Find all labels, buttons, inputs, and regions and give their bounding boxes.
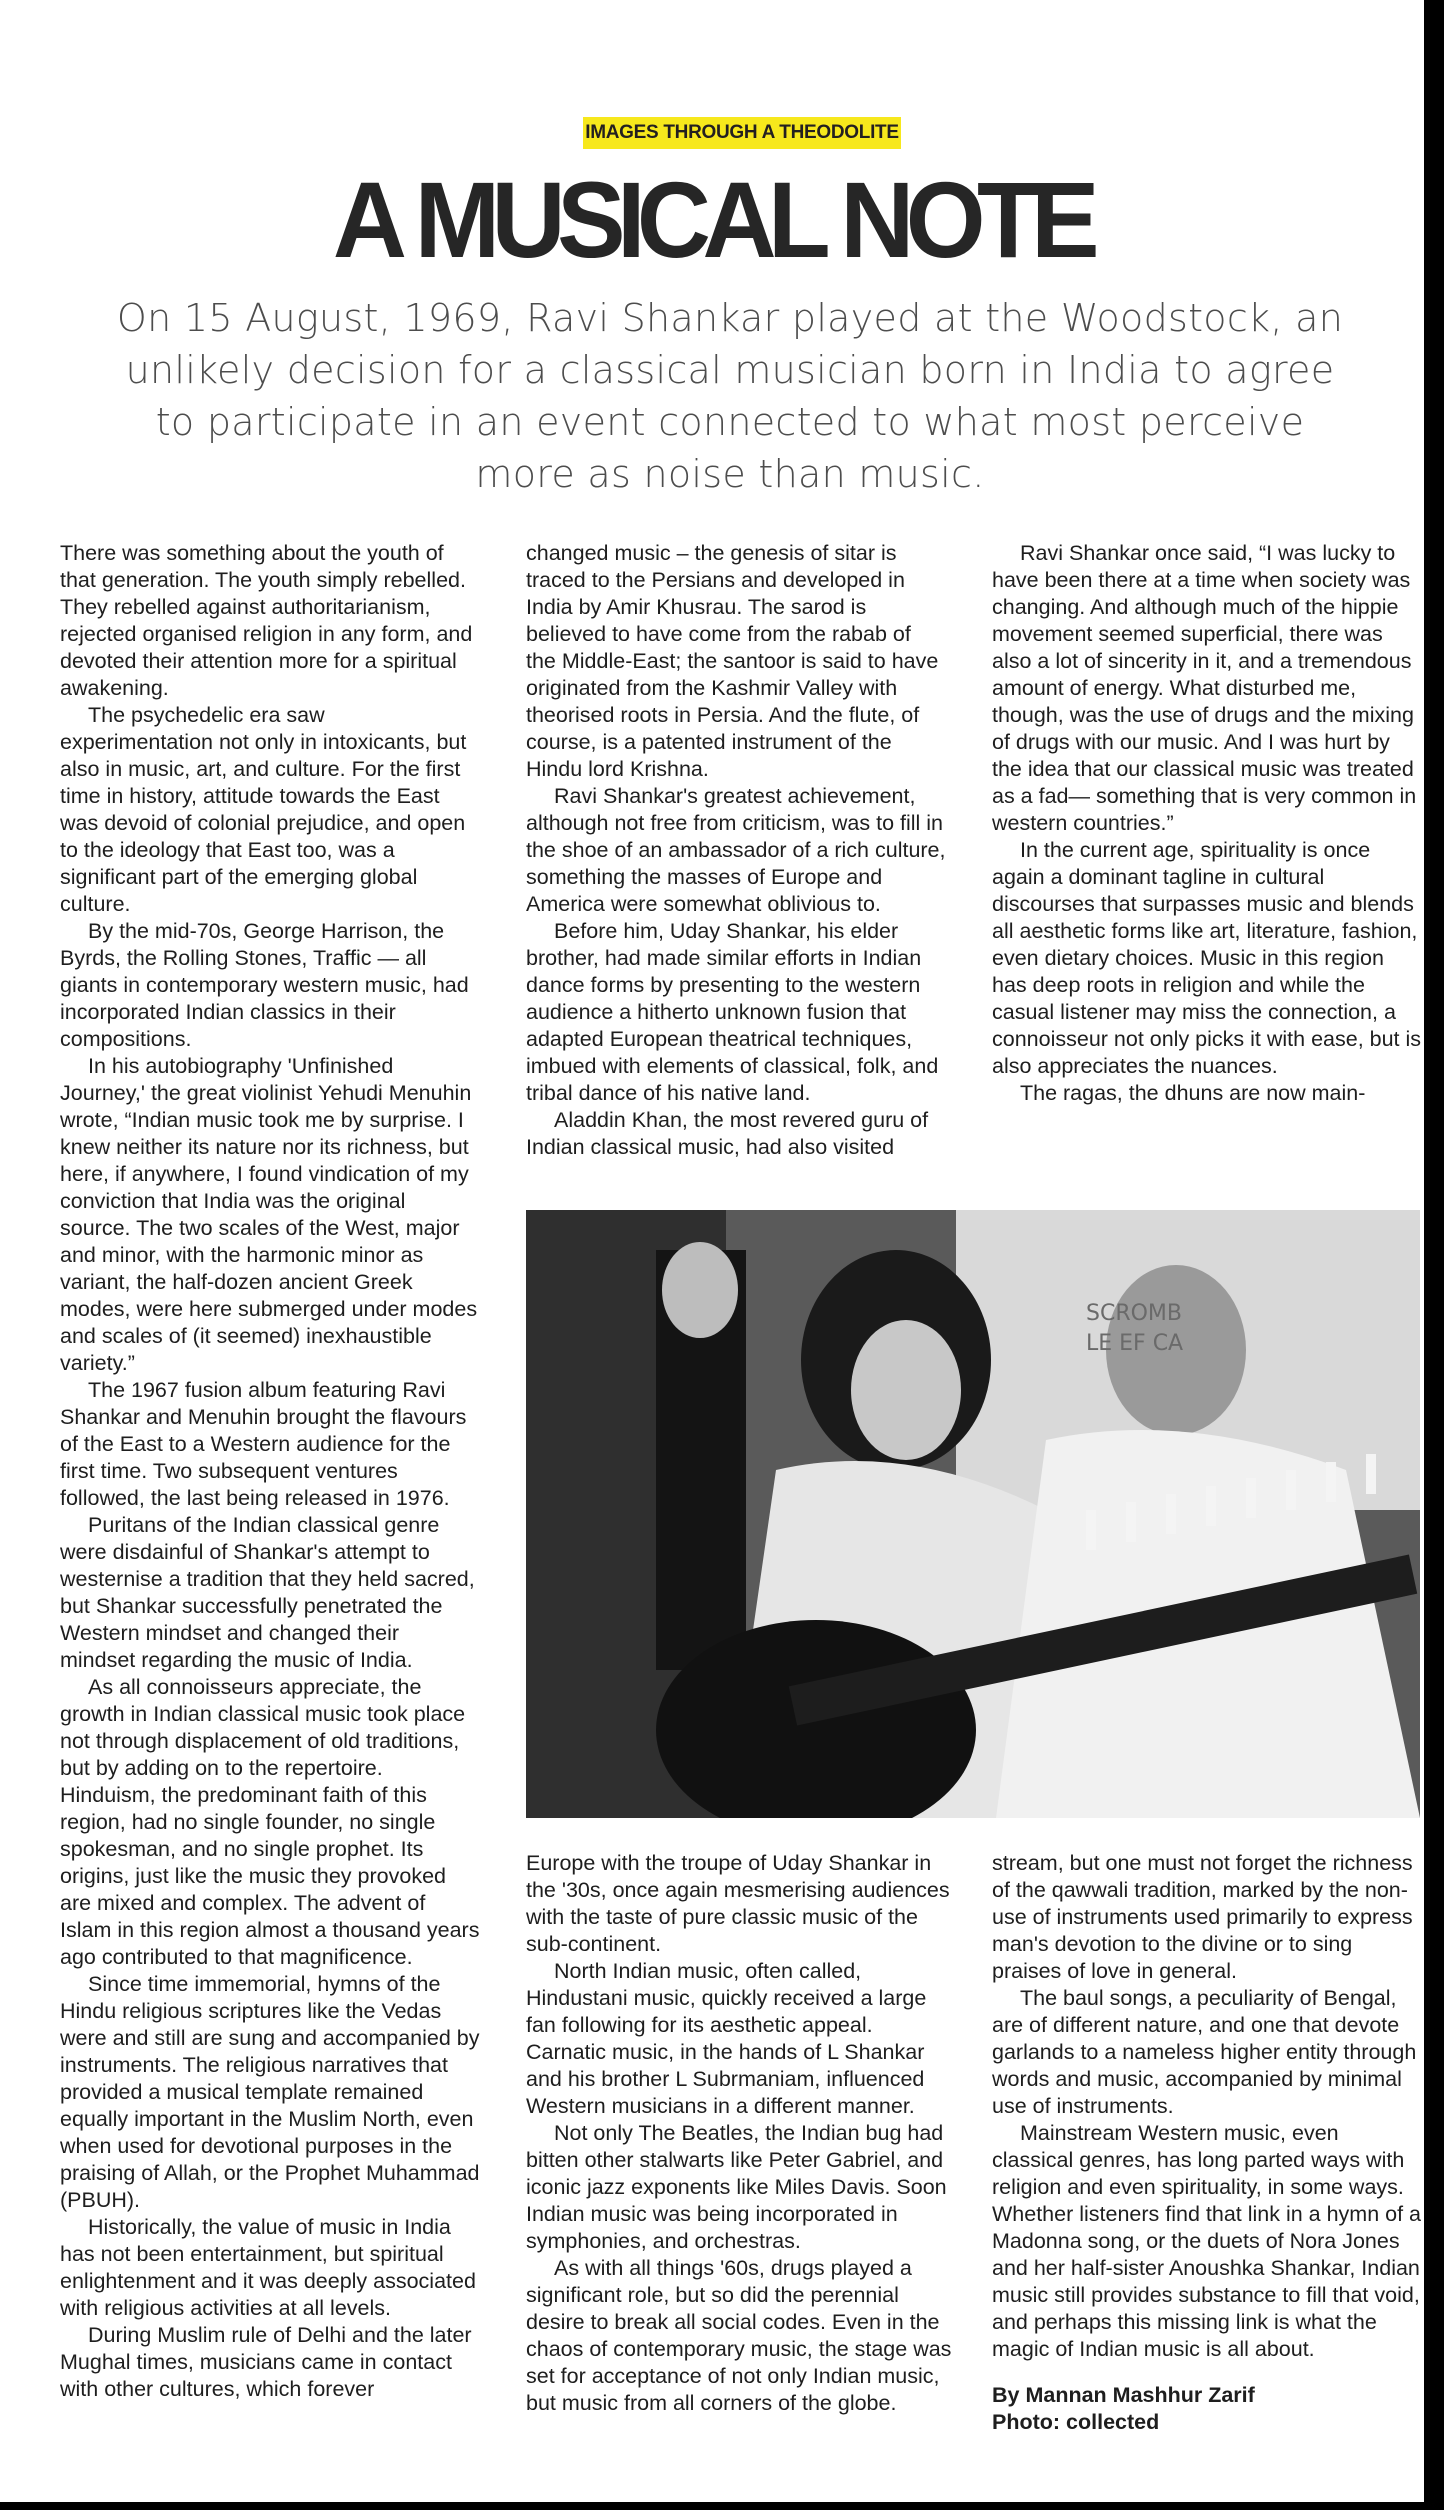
paragraph: Before him, Uday Shankar, his elder brother, had made similar efforts in Indian dance forms by presenting to the western audience a hitherto unknown fusion that adapted European theatrical techniques, imbued with elements of classical, folk, and tribal dance of his native land. xyxy=(526,919,939,1105)
photo-board-text-2: LE EF CA xyxy=(1086,1331,1184,1356)
section-kicker: IMAGES THROUGH A THEODOLITE xyxy=(583,117,901,149)
paragraph: The baul songs, a peculiarity of Bengal, are of different nature, and one that devote garlands to a nameless higher entity through words and music, accompanied by minimal use of instruments. xyxy=(992,1986,1417,2118)
body-column-2-lower xyxy=(526,1850,956,2417)
paragraph: Since time immemorial, hymns of the Hindu religious scriptures like the Vedas were and still are sung and accompanied by instruments. The religious narratives that provided a musical template remained equally important in the Muslim North, even when used for devotional purposes in the praising of Allah, or the Prophet Muhammad (PBUH). xyxy=(60,1972,480,2212)
paragraph: There was something about the youth of that generation. The youth simply rebelled. They rebelled against authoritarianism, rejected organised religion in any form, and devoted their attention more for a spiritual awakening. xyxy=(60,541,473,700)
paragraph: By the mid-70s, George Harrison, the Byrds, the Rolling Stones, Traffic — all giants in contemporary western music, had incorporated Indian classics in their compositions. xyxy=(60,919,469,1051)
paragraph: As all connoisseurs appreciate, the growth in Indian classical music took place not through displacement of old traditions, but by adding on to the repertoire. Hinduism, the predominant faith of this region, had no single founder, no single spokesman, and no single prophet. Its origins, just like the music they provoked are mixed and complex. The advent of Islam in this region almost a thousand years ago contributed to that magnificence. xyxy=(60,1675,480,1969)
paragraph: Puritans of the Indian classical genre were disdainful of Shankar's attempt to westernise a tradition that they held sacred, but Shankar successfully penetrated the Western mindset and changed their mindset regarding the music of India. xyxy=(60,1513,475,1672)
paragraph: During Muslim rule of Delhi and the later Mughal times, musicians came in contact with other cultures, which forever xyxy=(60,2323,472,2401)
paragraph: Europe with the troupe of Uday Shankar in the '30s, once again mesmerising audiences with the taste of pure classic music of the sub-continent. xyxy=(526,1851,950,1956)
paragraph: stream, but one must not forget the richness of the qawwali tradition, marked by the non-use of instruments used primarily to express man's devotion to the divine or to sing praises of love in general. xyxy=(992,1851,1413,1983)
paragraph: The 1967 fusion album featuring Ravi Shankar and Menuhin brought the flavours of the East to a Western audience for the first time. Two subsequent ventures followed, the last being released in 1976. xyxy=(60,1378,467,1510)
paragraph: In the current age, spirituality is once again a dominant tagline in cultural discourses that surpasses music and blends all aesthetic forms like art, literature, fashion, even dietary choices. Music in this region has deep roots in religion and while the casual listener may miss the connection, a connoisseur not only picks it with ease, but is also appreciates the nuances. xyxy=(992,838,1422,1078)
article-photo xyxy=(526,1210,1420,1818)
article-standfirst: On 15 August, 1969, Ravi Shankar played at the Woodstock, an unlikely decision for a classical musician born in India to agree to participate in an event connected to what most perceive more as noise than music. xyxy=(116,296,1344,496)
article-headline: A MUSICAL NOTE xyxy=(332,159,1092,280)
paragraph: Ravi Shankar once said, “I was lucky to have been there at a time when society was changing. And although much of the hippie movement seemed superficial, there was also a lot of sincerity in it, and a tremendous amount of energy. What disturbed me, though, was the use of drugs and the mixing of drugs with our music. And I was hurt by the idea that our classical music was treated as a fad— something that is very common in western countries.” xyxy=(992,541,1417,835)
photo-illustration xyxy=(526,1210,1420,1818)
photo-board-text: SCROMB xyxy=(1086,1301,1183,1326)
paragraph: Ravi Shankar's greatest achievement, although not free from criticism, was to fill in the shoe of an ambassador of a rich culture, something the masses of Europe and America were somewhat oblivious to. xyxy=(526,784,946,916)
paragraph: Historically, the value of music in India has not been entertainment, but spiritual enlightenment and it was deeply associated with religious activities at all levels. xyxy=(60,2215,476,2320)
byline-block xyxy=(992,2382,1412,2436)
body-column-3 xyxy=(992,540,1422,1107)
page-edge-bar xyxy=(1424,0,1444,2510)
page-bottom-bar xyxy=(0,2502,1444,2510)
paragraph: In his autobiography 'Unfinished Journey,' the great violinist Yehudi Menuhin wrote, “Indian music took me by surprise. I knew neither its nature nor its richness, but here, if anywhere, I found vindication of my conviction that India was the original source. The two scales of the West, major and minor, with the harmonic minor as variant, the half-dozen ancient Greek modes, were here submerged under modes and scales of (it seemed) inexhaustible variety.” xyxy=(60,1054,478,1375)
paragraph: changed music – the genesis of sitar is traced to the Persians and developed in India by Amir Khusrau. The sarod is believed to have come from the rabab of the Middle-East; the santoor is said to have originated from the Kashmir Valley with theorised roots in Persia. And the flute, of course, is a patented instrument of the Hindu lord Krishna. xyxy=(526,541,939,781)
author-byline: By Mannan Mashhur Zarif xyxy=(992,2383,1255,2407)
paragraph: The ragas, the dhuns are now main- xyxy=(1020,1081,1366,1105)
body-column-1 xyxy=(60,540,480,2403)
paragraph: North Indian music, often called, Hindustani music, quickly received a large fan following for its aesthetic appeal. Carnatic music, in the hands of L Shankar and his brother L Subrmaniam, influenced Western musicians in a different manner. xyxy=(526,1959,927,2118)
body-column-2 xyxy=(526,540,946,1161)
paragraph: The psychedelic era saw experimentation not only in intoxicants, but also in music, art, and culture. For the first time in history, attitude towards the East was devoid of colonial prejudice, and open to the ideology that East too, was a significant part of the emerging global culture. xyxy=(60,703,467,916)
body-column-3-lower xyxy=(992,1850,1422,2363)
paragraph: Aladdin Khan, the most revered guru of Indian classical music, had also visited xyxy=(526,1108,929,1159)
photo-credit: Photo: collected xyxy=(992,2410,1160,2434)
paragraph: Mainstream Western music, even classical genres, has long parted ways with religion and even spirituality, in some ways. Whether listeners find that link in a hymn of a Madonna song, or the duets of Nora Jones and her half-sister Anoushka Shankar, Indian music still provides substance to fill that void, and perhaps this missing link is what the magic of Indian music is all about. xyxy=(992,2121,1422,2361)
paragraph: Not only The Beatles, the Indian bug had bitten other stalwarts like Peter Gabriel, and iconic jazz exponents like Miles Davis. Soon Indian music was being incorporated in symphonies, and orchestras. xyxy=(526,2121,947,2253)
paragraph: As with all things '60s, drugs played a significant role, but so did the perennial desire to break all social codes. Even in the chaos of contemporary music, the stage was set for acceptance of not only Indian music, but music from all corners of the globe. xyxy=(526,2256,952,2415)
